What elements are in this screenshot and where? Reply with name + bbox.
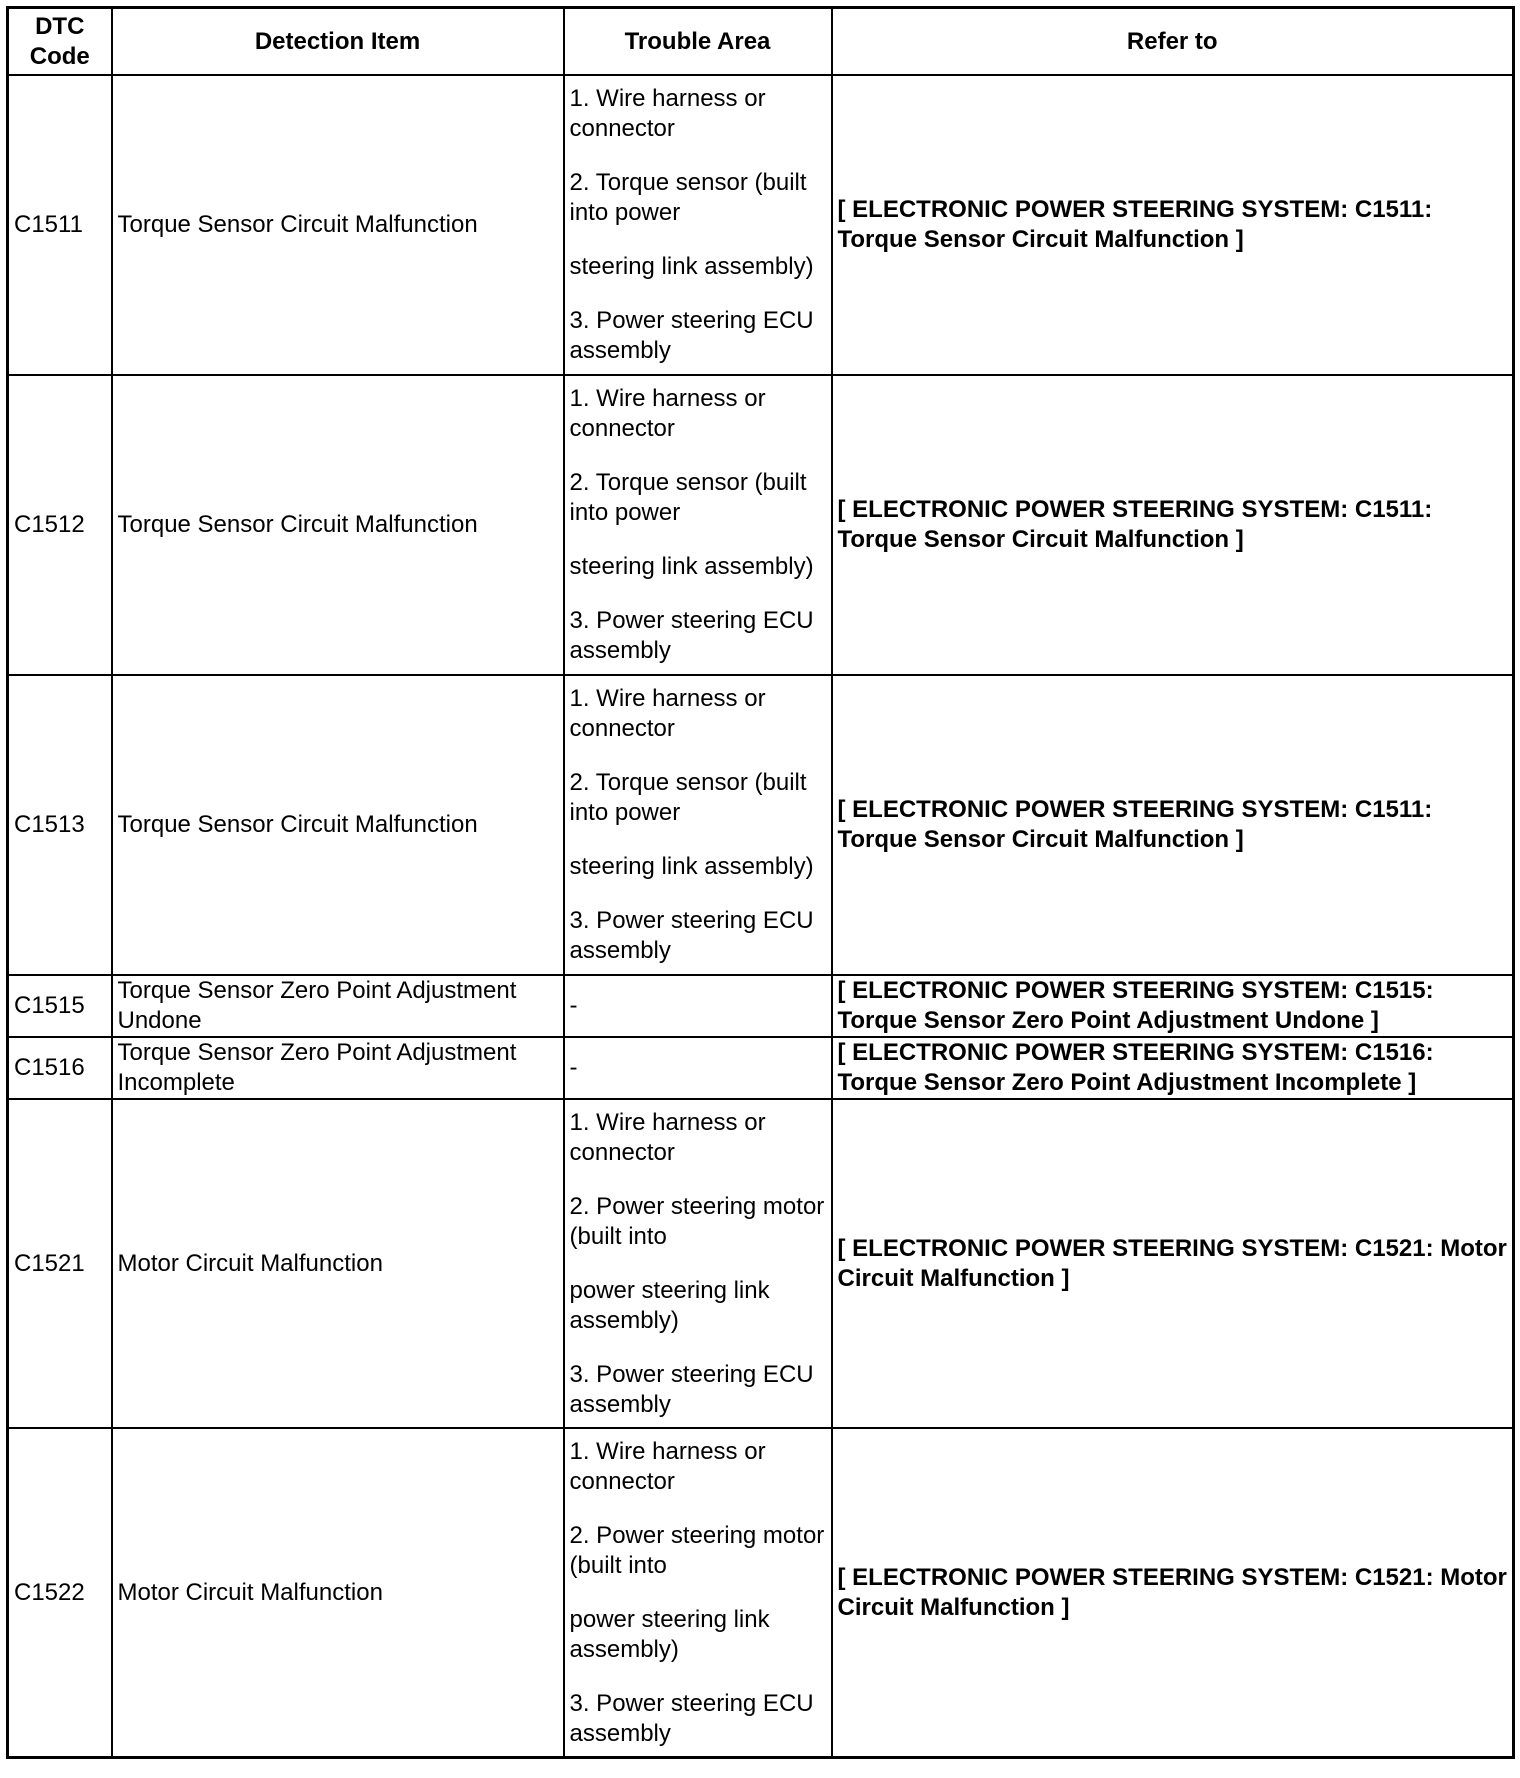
header-detection-item: Detection Item [112, 8, 564, 76]
table-row [8, 1428, 1514, 1758]
refer-to-link[interactable]: [ ELECTRONIC POWER STEERING SYSTEM: C1511: Torque Sensor Circuit Malfunction ] [832, 675, 1514, 975]
trouble-area-line: 1. Wire harness or connector [569, 85, 766, 142]
trouble-area-line: power steering link assembly) [569, 1276, 770, 1334]
trouble-area-cell [564, 675, 832, 975]
dtc-code-cell: C1522 [8, 1428, 112, 1758]
detection-item-cell: Motor Circuit Malfunction [112, 1428, 564, 1758]
trouble-area-line: steering link assembly) [569, 853, 814, 880]
header-row [8, 8, 1514, 76]
trouble-area-line: 2. Power steering motor (built into [569, 1192, 825, 1250]
detection-item-cell: Torque Sensor Circuit Malfunction [112, 675, 564, 975]
detection-item-cell: Motor Circuit Malfunction [112, 1099, 564, 1428]
refer-to-link[interactable]: [ ELECTRONIC POWER STEERING SYSTEM: C1516: Torque Sensor Zero Point Adjustment Incomplete ] [832, 1037, 1514, 1099]
detection-item-cell: Torque Sensor Zero Point Adjustment Incomplete [112, 1037, 564, 1099]
dtc-code-cell: C1511 [8, 75, 112, 375]
trouble-area-line: 1. Wire harness or connector [569, 385, 766, 442]
trouble-area-line: 1. Wire harness or connector [569, 685, 766, 742]
trouble-area-line: 3. Power steering ECU assembly [569, 1689, 814, 1747]
table-row [8, 675, 1514, 975]
dtc-code-cell: C1515 [8, 975, 112, 1037]
dtc-table [6, 6, 1515, 1759]
table-row [8, 975, 1514, 1037]
trouble-area-line: 1. Wire harness or connector [569, 1437, 766, 1495]
header-trouble-area: Trouble Area [564, 8, 832, 76]
trouble-area-line: 3. Power steering ECU assembly [569, 1360, 814, 1418]
trouble-area-line: 3. Power steering ECU assembly [569, 607, 814, 664]
table-row [8, 375, 1514, 675]
refer-to-link[interactable]: [ ELECTRONIC POWER STEERING SYSTEM: C1511: Torque Sensor Circuit Malfunction ] [832, 375, 1514, 675]
header-refer-to: Refer to [832, 8, 1514, 76]
refer-to-link[interactable]: [ ELECTRONIC POWER STEERING SYSTEM: C1511: Torque Sensor Circuit Malfunction ] [832, 75, 1514, 375]
table-row [8, 75, 1514, 375]
detection-item-cell: Torque Sensor Circuit Malfunction [112, 375, 564, 675]
table-row [8, 1099, 1514, 1428]
trouble-area-cell [564, 1428, 832, 1758]
header-dtc-code: DTC Code [8, 8, 112, 76]
trouble-area-line: 2. Torque sensor (built into power [569, 169, 807, 226]
trouble-area-cell [564, 375, 832, 675]
trouble-area-line: 3. Power steering ECU assembly [569, 907, 814, 964]
trouble-area-cell [564, 75, 832, 375]
trouble-area-line: 2. Torque sensor (built into power [569, 469, 807, 526]
trouble-area-line: steering link assembly) [569, 553, 814, 580]
trouble-area-line: steering link assembly) [569, 253, 814, 280]
trouble-area-line: power steering link assembly) [569, 1605, 770, 1663]
dtc-code-cell: C1513 [8, 675, 112, 975]
dtc-code-cell: C1512 [8, 375, 112, 675]
trouble-area-line: 2. Torque sensor (built into power [569, 769, 807, 826]
dtc-code-cell: C1521 [8, 1099, 112, 1428]
trouble-area-line: 3. Power steering ECU assembly [569, 307, 814, 364]
refer-to-link[interactable]: [ ELECTRONIC POWER STEERING SYSTEM: C1521: Motor Circuit Malfunction ] [832, 1099, 1514, 1428]
dtc-code-cell: C1516 [8, 1037, 112, 1099]
trouble-area-cell [564, 1099, 832, 1428]
table-row [8, 1037, 1514, 1099]
trouble-area-cell: - [564, 1037, 832, 1099]
trouble-area-line: 1. Wire harness or connector [569, 1108, 766, 1166]
trouble-area-cell: - [564, 975, 832, 1037]
detection-item-cell: Torque Sensor Zero Point Adjustment Undone [112, 975, 564, 1037]
refer-to-link[interactable]: [ ELECTRONIC POWER STEERING SYSTEM: C1515: Torque Sensor Zero Point Adjustment Undone ] [832, 975, 1514, 1037]
trouble-area-line: 2. Power steering motor (built into [569, 1521, 825, 1579]
refer-to-link[interactable]: [ ELECTRONIC POWER STEERING SYSTEM: C1521: Motor Circuit Malfunction ] [832, 1428, 1514, 1758]
detection-item-cell: Torque Sensor Circuit Malfunction [112, 75, 564, 375]
